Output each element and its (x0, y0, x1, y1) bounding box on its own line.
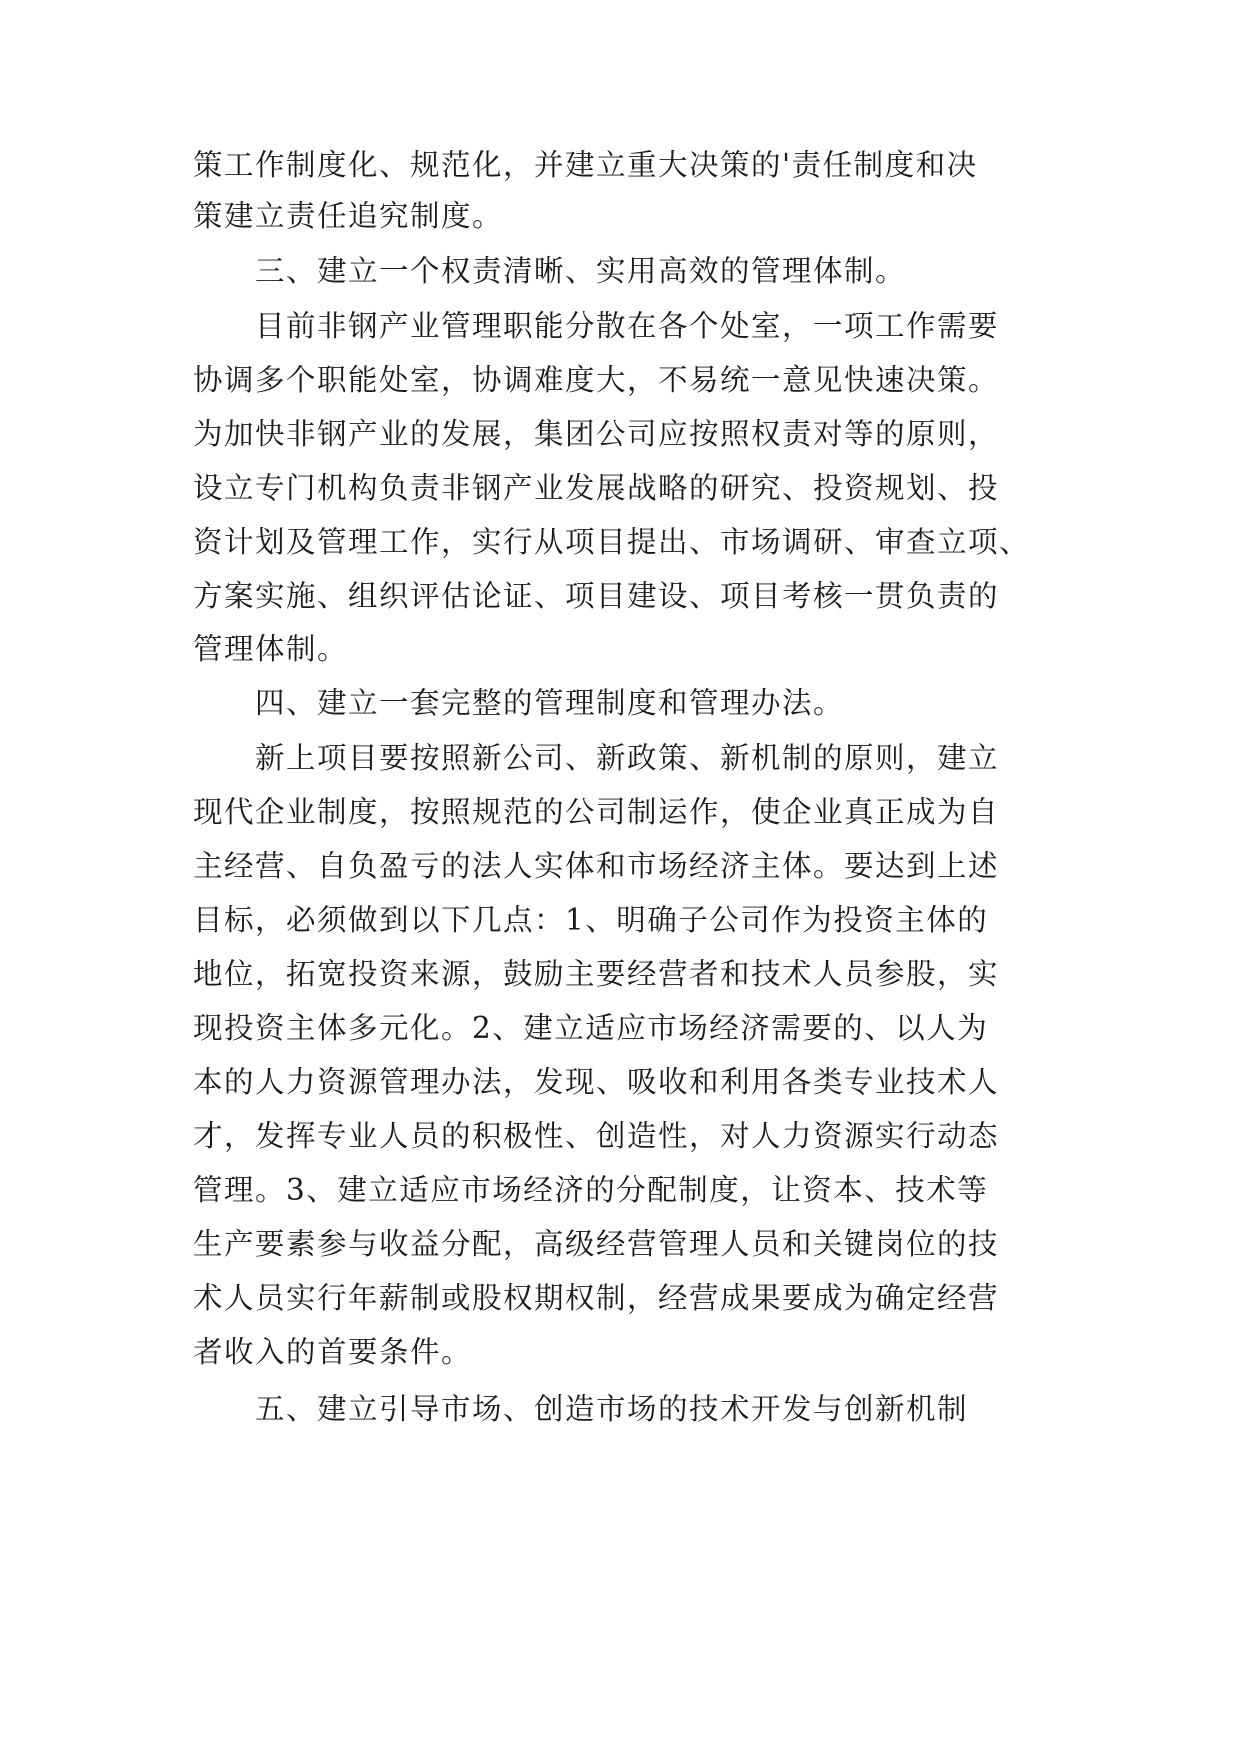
text-line: 者收入的首要条件。 (193, 1335, 473, 1369)
text-line: 策工作制度化、规范化，并建立重大决策的'责任制度和决 (193, 148, 978, 182)
text-line: 主经营、自负盈亏的法人实体和市场经济主体。要达到上述 (193, 849, 1000, 883)
section-heading: 五、建立引导市场、创造市场的技术开发与创新机制 (255, 1392, 969, 1426)
text-line: 为加快非钢产业的发展，集团公司应按照权责对等的原则， (193, 417, 1000, 451)
text-line: 现代企业制度，按照规范的公司制运作，使企业真正成为自 (193, 795, 1000, 829)
text-line: 才，发挥专业人员的积极性、创造性，对人力资源实行动态 (193, 1119, 1000, 1153)
paragraph-start-line: 新上项目要按照新公司、新政策、新机制的原则，建立 (255, 741, 1000, 775)
text-line: 生产要素参与收益分配，高级经营管理人员和关键岗位的技 (193, 1227, 1000, 1261)
text-line: 协调多个职能处室，协调难度大，不易统一意见快速决策。 (193, 363, 1000, 397)
section-heading: 三、建立一个权责清晰、实用高效的管理体制。 (255, 254, 907, 288)
paragraph-start-line: 目前非钢产业管理职能分散在各个处室，一项工作需要 (255, 309, 1000, 343)
text-line: 方案实施、组织评估论证、项目建设、项目考核一贯负责的 (193, 579, 1000, 613)
text-line: 术人员实行年薪制或股权期权制，经营成果要成为确定经营 (193, 1281, 1000, 1315)
text-line: 资计划及管理工作，实行从项目提出、市场调研、审查立项、 (193, 525, 1031, 559)
text-line: 目标，必须做到以下几点：1、明确子公司作为投资主体的 (193, 903, 989, 937)
section-heading: 四、建立一套完整的管理制度和管理办法。 (255, 686, 845, 720)
text-line: 设立专门机构负责非钢产业发展战略的研究、投资规划、投 (193, 471, 1000, 505)
text-line: 策建立责任追究制度。 (193, 199, 504, 233)
text-line: 管理。3、建立适应市场经济的分配制度，让资本、技术等 (193, 1173, 989, 1207)
text-line: 现投资主体多元化。2、建立适应市场经济需要的、以人为 (193, 1011, 989, 1045)
text-line: 管理体制。 (193, 632, 349, 666)
text-line: 地位，拓宽投资来源，鼓励主要经营者和技术人员参股，实 (193, 957, 1000, 991)
text-line: 本的人力资源管理办法，发现、吸收和利用各类专业技术人 (193, 1065, 1000, 1099)
